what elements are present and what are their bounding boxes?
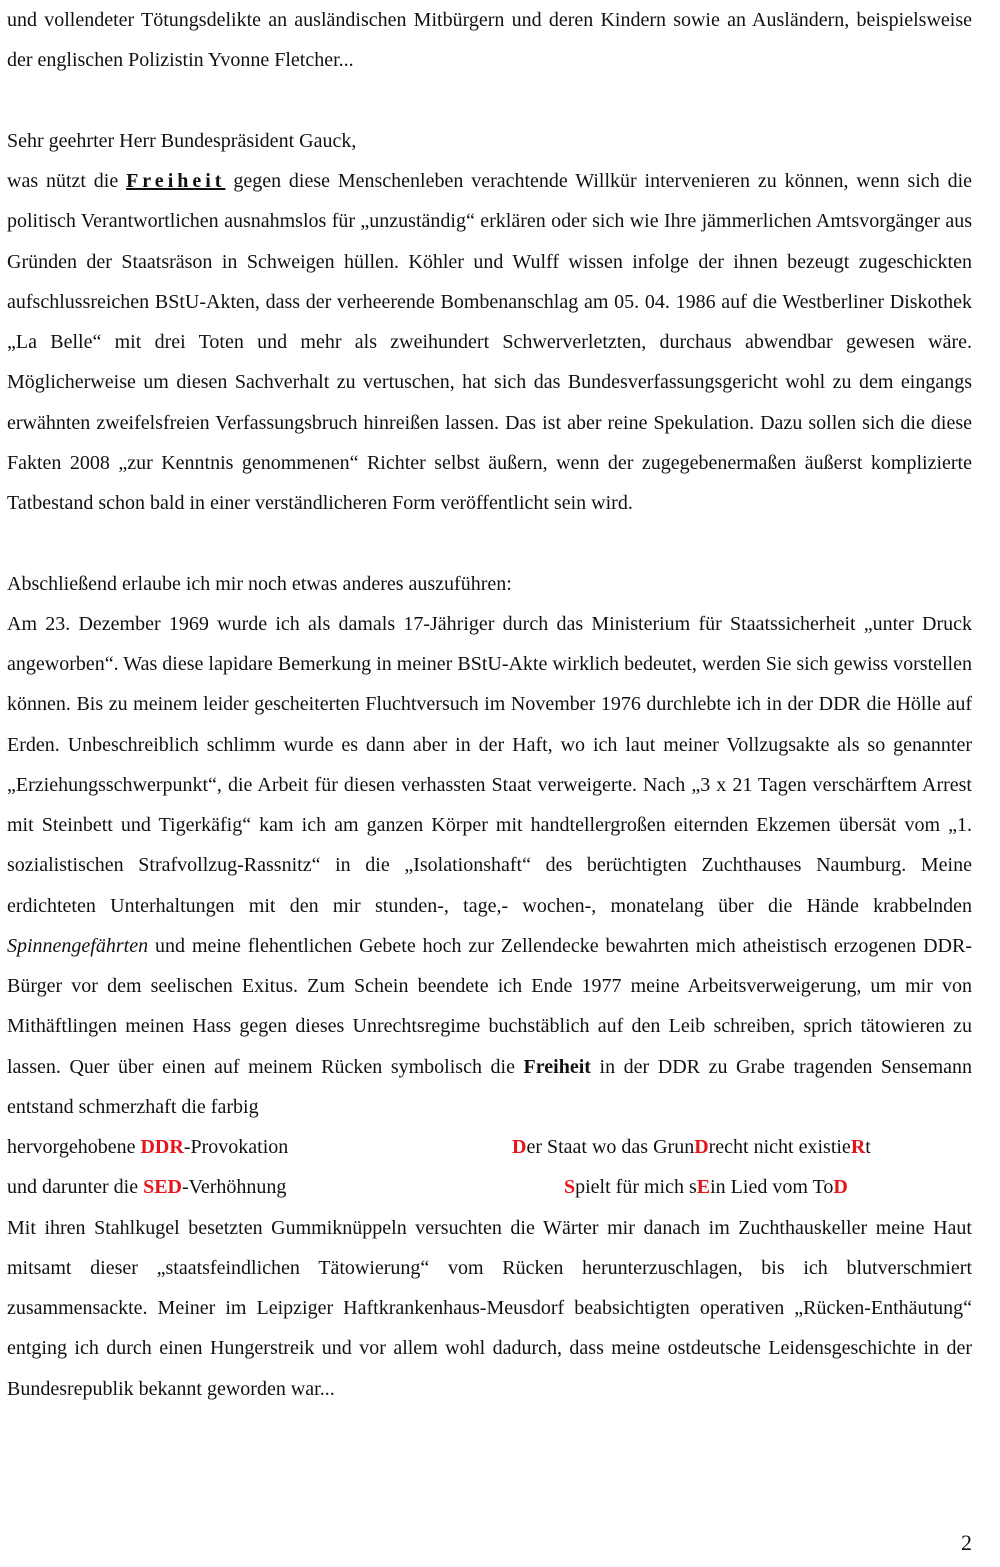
- page-number: 2: [961, 1530, 972, 1555]
- acronym-part: recht nicht existie: [708, 1136, 851, 1158]
- tattoo-sed-label: [7, 1167, 286, 1207]
- acronym-part: pielt für mich s: [575, 1176, 697, 1199]
- tattoo-ddr-red: DDR: [140, 1136, 184, 1158]
- acronym-part: S: [564, 1176, 576, 1199]
- paragraph-3-intro: Abschließend erlaube ich mir noch etwas anderes auszuführen:: [7, 572, 512, 595]
- tattoo-ddr-acronym-text: [512, 1127, 871, 1167]
- tattoo-sed-post: -Verhöhnung: [181, 1176, 287, 1199]
- paragraph-4: Mit ihren Stahlkugel besetzten Gummiknüppeln versuchten die Wärter mir danach im Zuchthauskeller meine Haut mitsamt dieser „staatsfeindlichen Tätowierung“ vom Rücken herunterzuschlagen, bis ich blutverschmiert zusammensackte. Meiner im Leipziger Haftkrankenhaus-Meusdorf beabsichtigten operativen „Rücken-Enthäutung“ entging ich durch einen Hungerstreik und vor allem wohl dadurch, dass meine ostdeutsche Leidensgeschichte in der Bundesrepublik bekannt geworden war...: [7, 1216, 972, 1400]
- acronym-part: D: [833, 1176, 848, 1199]
- paragraph-3-part-c: in der DDR zu Grabe tragenden Sensemann entstand schmerzhaft die farbig: [7, 1055, 973, 1118]
- paragraph-3-part-a: Am 23. Dezember 1969 wurde ich als damals 17-Jähriger durch das Ministerium für Staatssicherheit „unter Druck angeworben“. Was diese lapidare Bemerkung in meiner BStU-Akte wirklich bedeutet, werden Sie sich gewiss vorstellen können. Bis zu meinem leider gescheiterten Fluchtversuch im November 1976 durchlebte ich in der DDR die Hölle auf Erden. Unbeschreiblich schlimm wurde es dann aber in der Haft, wo ich laut meiner Vollzugsakte als so genannter „Erziehungsschwerpunkt“, die Arbeit für diesen verhassten Staat verweigerte. Nach „3 x 21 Tagen verschärftem Arrest mit Steinbett und Tigerkäfig“ kam ich am ganzen Körper mit handtellergroßen eiternden Ekzemen übersät vom „1. sozialistischen Strafvollzug-Rassnitz“ in die „Isolationshaft“ des berüchtigten Zuchthauses Naumburg. Meine erdichteten Unterhaltungen mit den mir stunden-, tage,- wochen-, monatelang über die Hände krabbelnden: [7, 612, 972, 917]
- acronym-part: D: [694, 1136, 709, 1158]
- paragraph-3: [7, 604, 972, 1127]
- paragraph-2-pre: was nützt die: [7, 170, 127, 192]
- paragraph-2-post: gegen diese Menschenleben verachtende Willkür intervenieren zu können, wenn sich die politisch Verantwortlichen ausnahmslos für „unzuständig“ erklären oder sich wie Ihre jämmerlichen Amtsvorgänger aus Gründen der Staatsräson in Schweigen hüllen. Köhler und Wulff wissen infolge der ihnen bezeugt zugeschickten aufschlussreichen BStU-Akten, dass der verheerende Bombenanschlag am 05. 04. 1986 auf die Westberliner Diskothek „La Belle“ mit drei Toten und mehr als zweihundert Schwerverletzten, durchaus abwendbar gewesen wäre. Möglicherweise um diesen Sachverhalt zu vertuschen, hat sich das Bundesverfassungsgericht wohl zu dem eingangs erwähnten zweifelsfreien Verfassungsbruch hinreißen lassen. Das ist aber reine Spekulation. Dazu sollen sich die diese Fakten 2008 „zur Kenntnis genommenen“ Richter selbst äußern, wenn der zugegebenermaßen äußerst komplizierte Tatbestand schon bald in einer verständlicheren Form veröffentlicht sein wird.: [7, 170, 972, 514]
- acronym-part: R: [850, 1136, 866, 1158]
- acronym-part: in Lied vom To: [710, 1176, 834, 1199]
- paragraph-gap: [7, 81, 972, 121]
- tattoo-sed-pre: und darunter die: [7, 1176, 144, 1199]
- tattoo-ddr-post: -Provokation: [183, 1136, 289, 1158]
- letter-page: [7, 0, 972, 1409]
- paragraph-1: und vollendeter Tötungsdelikte an ausländischen Mitbürgern und deren Kindern sowie an Ausländern, beispielsweise der englischen Polizistin Yvonne Fletcher...: [7, 9, 972, 72]
- acronym-part: E: [696, 1176, 711, 1199]
- paragraph-gap: [7, 523, 972, 563]
- tattoo-line-sed: [7, 1167, 972, 1207]
- paragraph-3-part-b: und meine flehentlichen Gebete hoch zur Zellendecke bewahrten mich atheistisch erzogenen DDR-Bürger vor dem seelischen Exitus. Zum Schein beendete ich Ende 1977 meine Arbeitsverweigerung, um mir von Mithäftlingen meinen Hass gegen dieses Unrechtsregime buchstäblich auf den Leib schreiben, sprich tätowieren zu lassen. Quer über einen auf meinem Rücken symbolisch die: [7, 934, 972, 1078]
- tattoo-sed-acronym-text: [564, 1167, 848, 1207]
- freiheit-bold: Freiheit: [523, 1055, 591, 1078]
- tattoo-ddr-pre: hervorgehobene: [7, 1136, 141, 1158]
- tattoo-sed-red: SED: [143, 1176, 182, 1199]
- salutation: Sehr geehrter Herr Bundespräsident Gauck,: [7, 129, 357, 152]
- acronym-part: t: [865, 1136, 871, 1158]
- tattoo-ddr-label: [7, 1127, 288, 1167]
- tattoo-line-ddr: [7, 1127, 972, 1167]
- acronym-part: D: [512, 1136, 527, 1158]
- acronym-part: er Staat wo das Grun: [526, 1136, 695, 1158]
- freiheit-emphasis: Freiheit: [126, 170, 226, 192]
- paragraph-2: [7, 161, 972, 523]
- spinnengefaehrten-italic: Spinnengefährten: [7, 934, 149, 957]
